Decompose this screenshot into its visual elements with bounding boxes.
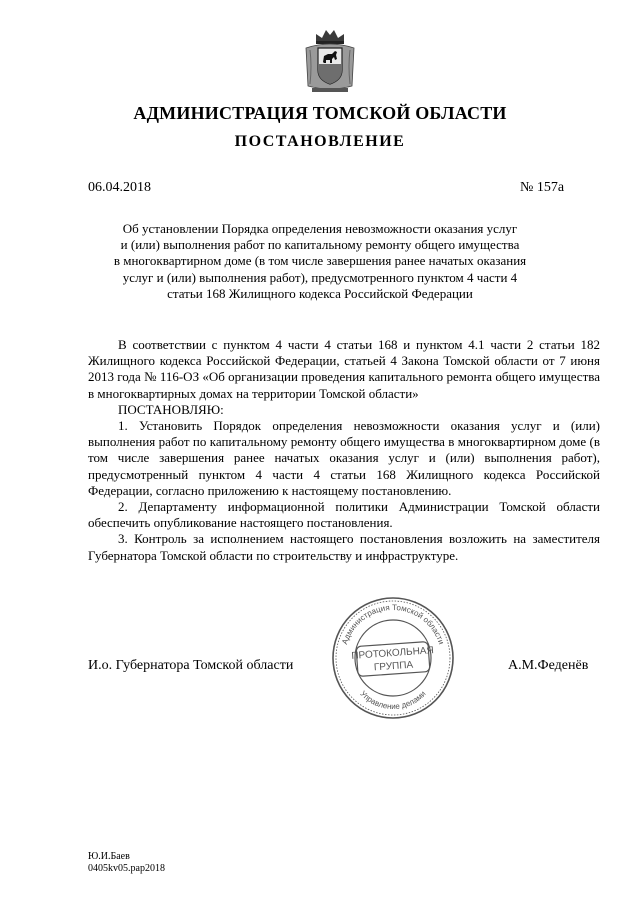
document-type-heading: ПОСТАНОВЛЕНИЕ (234, 133, 406, 150)
signatory-name: А.М.Феденёв (508, 658, 589, 673)
stamp-top-text: Администрация Томской области (340, 602, 446, 646)
executor-name: Ю.И.Баев (88, 851, 130, 862)
resolution-item-2: 2. Департаменту информационной политики Администрации Томской области обеспечить опубликование настоящего постановления. (88, 499, 600, 531)
subject-line: Об установлении Порядка определения невозможности оказания услуг (122, 221, 518, 236)
document-subject (100, 221, 540, 302)
document-number: № 157а (520, 180, 565, 195)
subject-line: и (или) выполнения работ по капитальному ремонту общего имущества (120, 237, 520, 253)
document-body (88, 337, 600, 564)
resolution-item-1: 1. Установить Порядок определения невозможности оказания услуг и (или) выполнения работ по капитальному ремонту общего имущества в многоквартирном доме (в том числе завершения ранее начатых оказания услуг и (или) выполнения работ), предусмотренный пунктом 4 части 4 статьи 168 Жилищного кодекса Российской Федерации, согласно приложению к настоящему постановлению. (88, 418, 600, 498)
stamp-line-2: ГРУППА (373, 659, 414, 674)
file-code: 0405kv05.pap2018 (88, 863, 165, 874)
stamp-line-1: ПРОТОКОЛЬНАЯ (351, 645, 435, 662)
signatory-position: И.о. Губернатора Томской области (88, 658, 294, 673)
organization-title: АДМИНИСТРАЦИЯ ТОМСКОЙ ОБЛАСТИ (133, 103, 507, 123)
coat-of-arms-icon (302, 26, 358, 96)
preamble-paragraph: В соответствии с пунктом 4 части 4 статьи 168 и пунктом 4.1 части 2 статьи 182 Жилищного кодекса Российской Федерации, статьей 4 Закона Томской области от 7 июня 2013 года № 116-ОЗ «Об организации проведения капитального ремонта общего имущества в многоквартирных домах на территории Томской области» (88, 337, 600, 401)
subject-line: статьи 168 Жилищного кодекса Российской Федерации (167, 285, 473, 301)
official-stamp (330, 595, 456, 721)
subject-line: услуг и (или) выполнения работ), предусмотренного пунктом 4 части 4 (122, 269, 518, 285)
stamp-bottom-text: Управление делами (358, 689, 428, 712)
document-date: 06.04.2018 (88, 180, 151, 195)
subject-line: в многоквартирном доме (в том числе завершения ранее начатых оказания (113, 253, 527, 269)
footer-info (88, 851, 165, 875)
resolve-word: ПОСТАНОВЛЯЮ: (118, 401, 224, 417)
resolution-item-3: 3. Контроль за исполнением настоящего постановления возложить на заместителя Губернатора Томской области по строительству и инфраструктуре. (88, 531, 600, 563)
